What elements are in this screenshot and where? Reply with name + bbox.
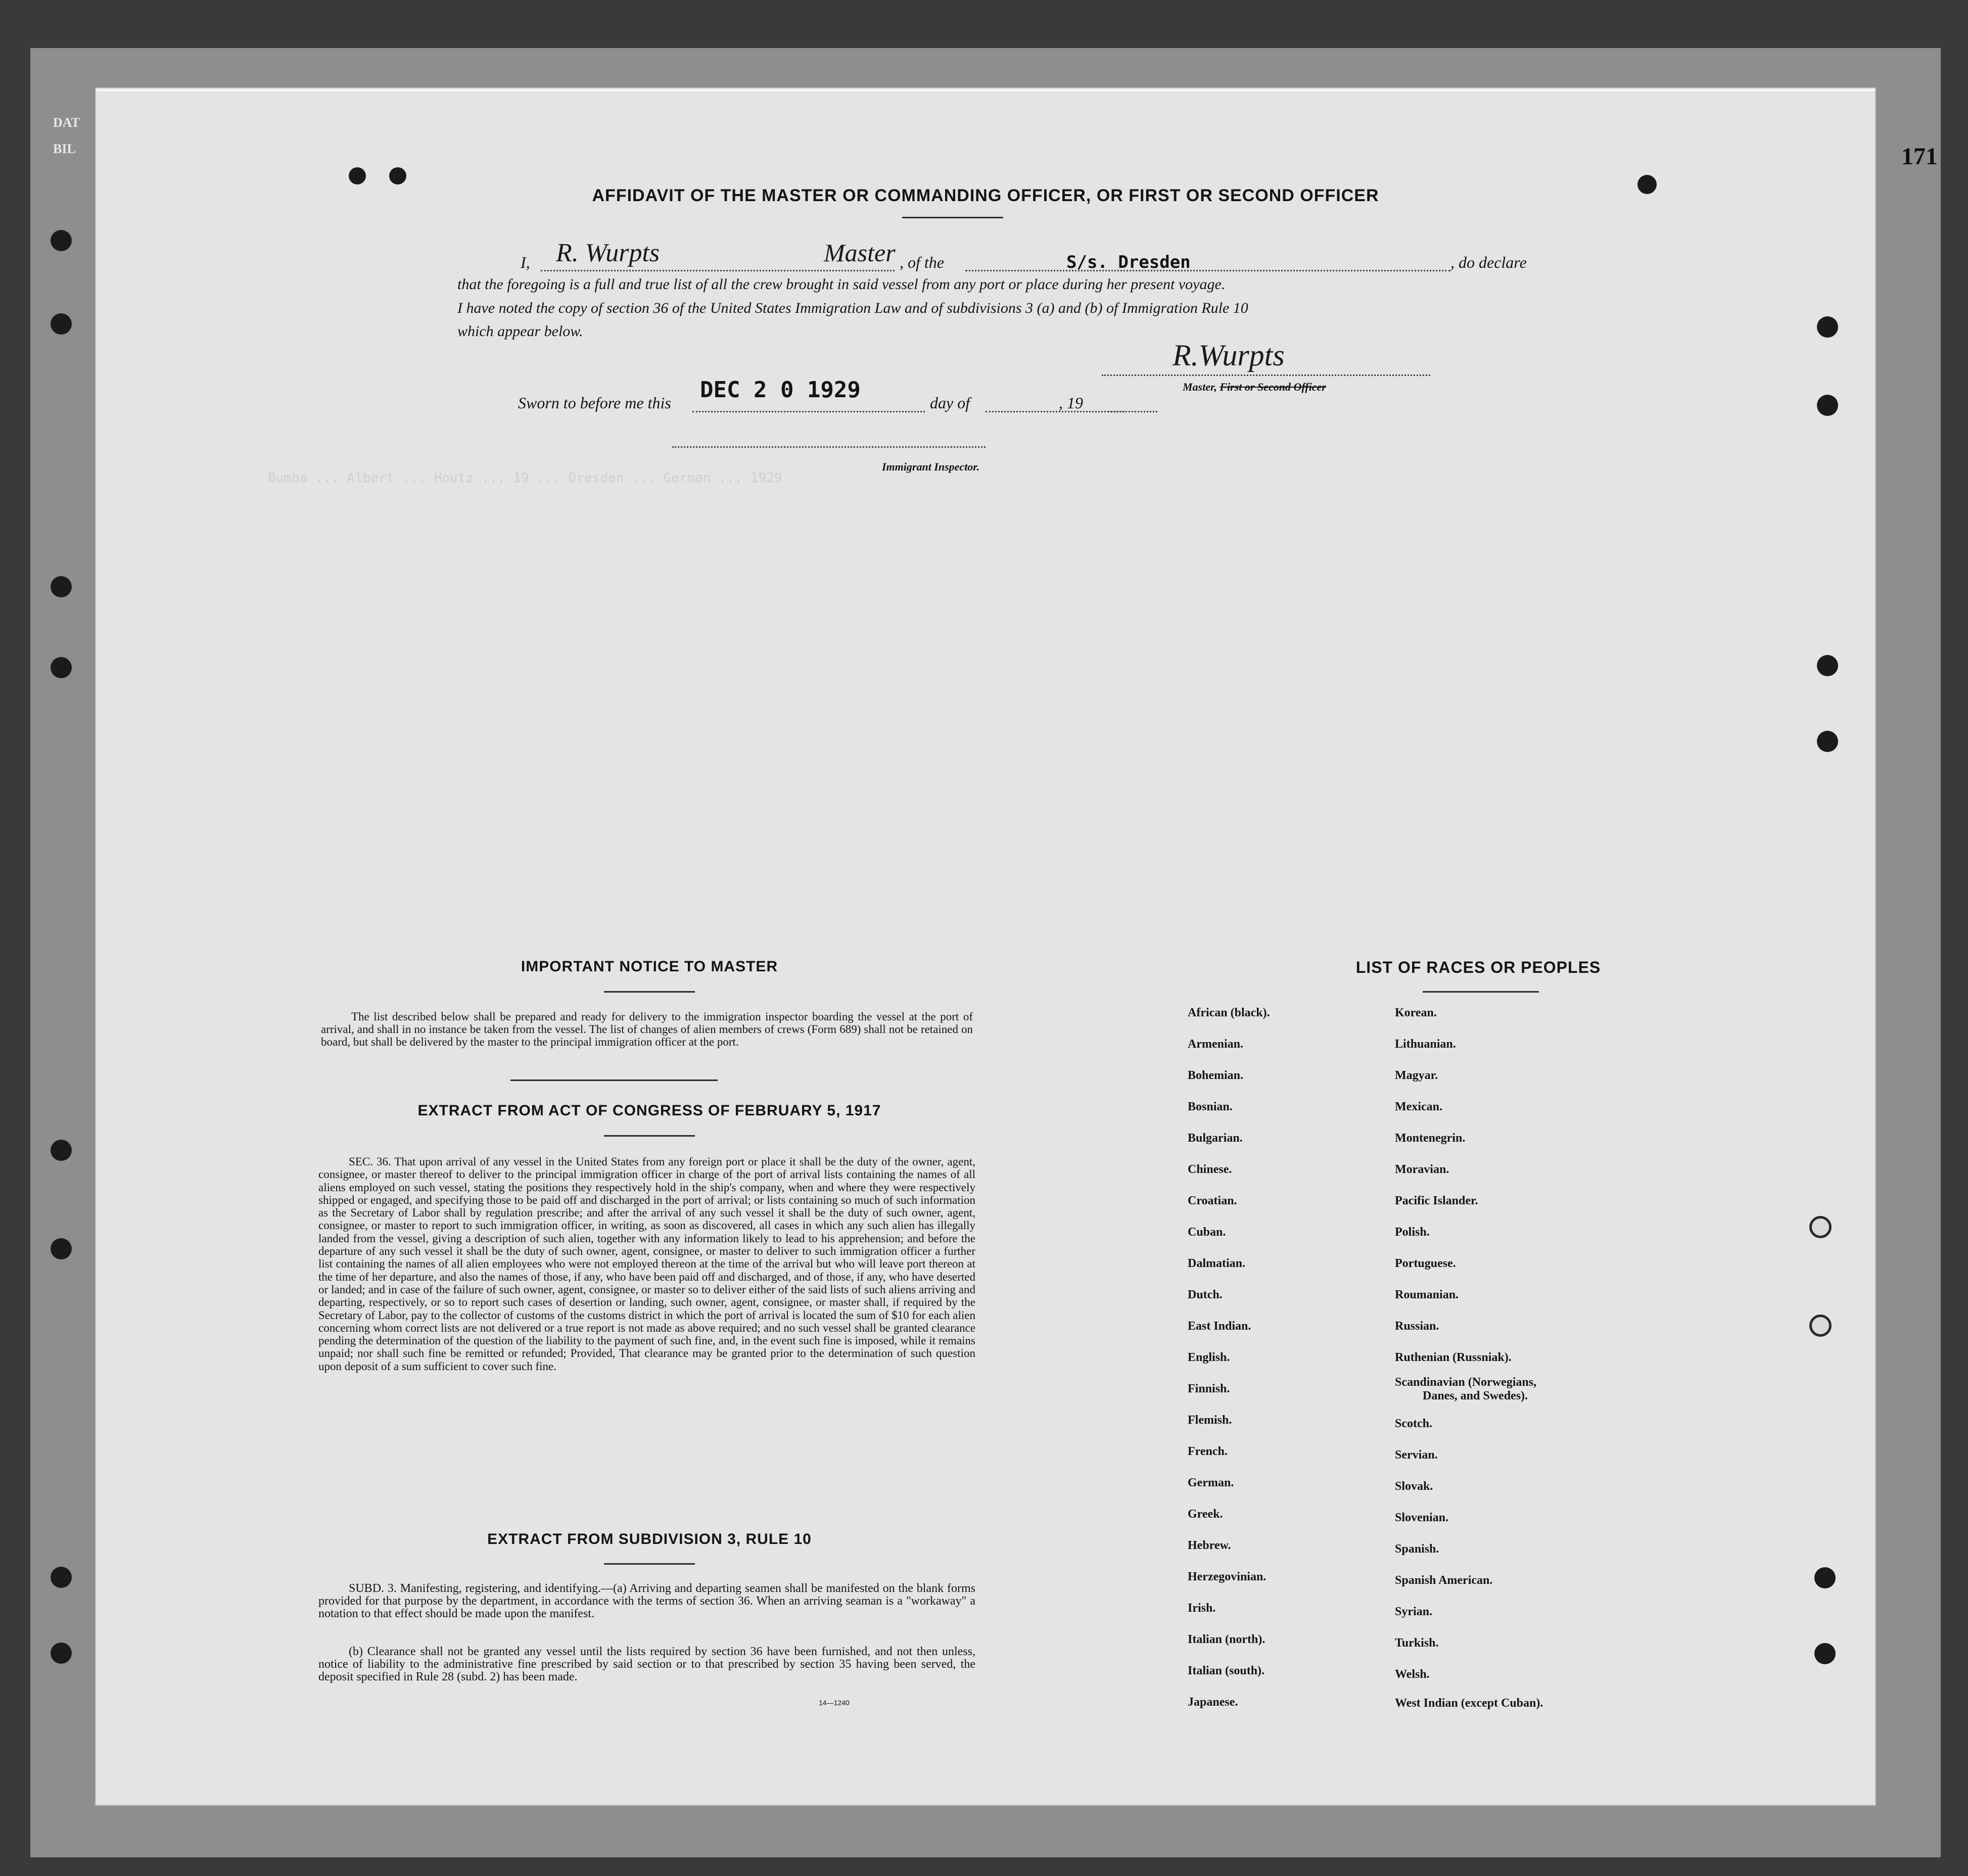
affidavit-line-2: that the foregoing is a full and true list of all the crew brought in said vessel from any port or place during her present voyage. xyxy=(457,276,1226,293)
sworn-date-line xyxy=(692,411,925,412)
race-left-10: East Indian. xyxy=(1188,1320,1251,1333)
divider xyxy=(902,217,1003,218)
race-left-21: Italian (south). xyxy=(1188,1664,1265,1677)
binder-hole xyxy=(51,1140,72,1161)
race-left-3: Bosnian. xyxy=(1188,1100,1233,1113)
race-left-12: Finnish. xyxy=(1188,1382,1230,1395)
punch-hole xyxy=(349,167,366,184)
race-right-19: Syrian. xyxy=(1395,1605,1433,1618)
race-right-12-cont: Danes, and Swedes). xyxy=(1423,1389,1528,1402)
race-left-1: Armenian. xyxy=(1188,1038,1243,1051)
signature-line xyxy=(1102,374,1430,376)
race-right-17: Spanish. xyxy=(1395,1542,1439,1556)
race-left-8: Dalmatian. xyxy=(1188,1257,1245,1270)
race-left-11: English. xyxy=(1188,1351,1230,1364)
rule-body-b: (b) Clearance shall not be granted any vessel until the lists required by section 36 have been furnished, and not then unless, notice of liability to the administrative fine prescribed by said section or to that prescribed by section 35 having been served, the deposit specified in Rule 28 (subd. 2) has been made. xyxy=(318,1645,975,1683)
binder-hole xyxy=(51,313,72,335)
race-right-4: Montenegrin. xyxy=(1395,1132,1466,1145)
race-left-7: Cuban. xyxy=(1188,1226,1226,1239)
race-right-15: Slovak. xyxy=(1395,1480,1433,1493)
race-left-17: Hebrew. xyxy=(1188,1539,1231,1552)
punch-hole xyxy=(389,167,406,184)
affidavit-line-4: which appear below. xyxy=(457,323,583,340)
race-right-5: Moravian. xyxy=(1395,1163,1449,1176)
race-left-0: African (black). xyxy=(1188,1006,1270,1019)
notice-body: The list described below shall be prepared and ready for delivery to the immigration inspector boarding the vessel at the port of arrival, and shall in no instance be taken from the vessel. The list of changes of alien members of crews (Form 689) shall not be retained on board, but shall be delivered by the master to the principal immigration officer at the port. xyxy=(321,1010,973,1048)
race-left-13: Flemish. xyxy=(1188,1414,1232,1427)
binder-hole xyxy=(51,1238,72,1259)
binder-hole xyxy=(51,1567,72,1588)
race-right-14: Servian. xyxy=(1395,1448,1438,1462)
punch-hole xyxy=(1814,1567,1836,1588)
race-right-11: Ruthenian (Russniak). xyxy=(1395,1351,1512,1364)
rule-body-a: SUBD. 3. Manifesting, registering, and identifying.—(a) Arriving and departing seamen shall be manifested on the blank forms provided for that purpose by the department, in accordance with the terms of section 36. When an arriving seaman is a "workaway" a notation to that effect should be made upon the manifest. xyxy=(318,1582,975,1620)
name-line xyxy=(541,270,895,271)
date-stamp: DEC 2 0 1929 xyxy=(700,377,861,403)
form-number: 14—1240 xyxy=(819,1699,850,1707)
race-right-12: Scandinavian (Norwegians, xyxy=(1395,1376,1537,1389)
race-left-20: Italian (north). xyxy=(1188,1633,1266,1646)
binder-hole xyxy=(51,230,72,251)
races-title: LIST OF RACES OR PEOPLES xyxy=(1355,958,1601,976)
affidavit-title: AFFIDAVIT OF THE MASTER OR COMMANDING OFFICER, OR FIRST OR SECOND OFFICER xyxy=(592,186,1379,205)
race-right-2: Magyar. xyxy=(1395,1069,1438,1082)
punch-hole xyxy=(1814,1643,1836,1664)
punch-hole xyxy=(1817,395,1838,416)
race-right-6: Pacific Islander. xyxy=(1395,1194,1478,1207)
year-line xyxy=(1104,411,1124,412)
race-right-0: Korean. xyxy=(1395,1006,1437,1019)
race-right-20: Turkish. xyxy=(1395,1636,1439,1650)
divider xyxy=(604,1563,695,1565)
signature: R.Wurpts xyxy=(1173,339,1285,372)
binder-hole xyxy=(51,657,72,678)
divider xyxy=(604,991,695,993)
divider xyxy=(604,1135,695,1137)
vessel-name: S/s. Dresden xyxy=(1066,252,1191,272)
act-body: SEC. 36. That upon arrival of any vessel in the United States from any foreign port or place it shall be the duty of the owner, agent, consignee, or master thereof to deliver to the principal immigration officer in charge of the port of arrival lists containing the names of all aliens employed on such vessel, stating the positions they respectively hold in the ship's company, when and where they were respectively shipped or engaged, and specifying those to be paid off and discharged in the port of arrival; or lists containing so much of such information as the Secretary of Labor shall by regulation prescribe; and after the arrival of any such vessel it shall be the duty of such owner, agent, consignee, or master to report to such immigration officer, in writing, as soon as discovered, all cases in which any such alien has illegally landed from the vessel, giving a description of such alien, together with any information likely to lead to his apprehension; and before the departure of any such vessel it shall be the duty of such owner, agent, consignee, or master to deliver to such immigration officer a further list containing the names of all alien employees who were not employed thereon at the time of the arrival but who will leave port thereon at the time of her departure, and also the names of those, if any, who have been paid off and discharged, and of those, if any, who have deserted or landed; and in case of the failure of such owner, agent, consignee, or master so to deliver either of the said lists of such aliens arriving and departing, respectively, or so to report such cases of desertion or landing, such owner, agent, consignee, or master shall, if required by the Secretary of Labor, pay to the collector of customs of the customs district in which the port of arrival is located the sum of $10 for each alien concerning whom correct lists are not delivered or a true report is not made as above required; and no such vessel shall be granted clearance pending the determination of the question of the liability to the payment of such fine, and, in the event such fine is imposed, while it remains unpaid; nor shall such fine be remitted or refunded; Provided, That clearance may be granted prior to the determination of such question upon deposit of a sum sufficient to cover such fine. xyxy=(318,1155,975,1373)
inspector-line xyxy=(672,446,986,448)
caption-struck: First or Second Officer xyxy=(1220,381,1326,393)
race-left-4: Bulgarian. xyxy=(1188,1132,1243,1145)
race-right-16: Slovenian. xyxy=(1395,1511,1449,1524)
race-right-1: Lithuanian. xyxy=(1395,1038,1456,1051)
punch-hole xyxy=(1809,1216,1832,1238)
race-right-10: Russian. xyxy=(1395,1320,1439,1333)
act-title: EXTRACT FROM ACT OF CONGRESS OF FEBRUARY 5, 1917 xyxy=(417,1102,881,1119)
sworn-label: Sworn to before me this xyxy=(518,394,671,412)
race-left-9: Dutch. xyxy=(1188,1288,1223,1301)
notice-title: IMPORTANT NOTICE TO MASTER xyxy=(521,958,778,975)
rule-title: EXTRACT FROM SUBDIVISION 3, RULE 10 xyxy=(487,1531,812,1547)
year-prefix: , 19 xyxy=(1059,394,1083,412)
affidavit-page xyxy=(96,88,1875,1805)
page-number: 171 xyxy=(1901,143,1938,170)
punch-hole xyxy=(1817,731,1838,752)
race-left-14: French. xyxy=(1188,1445,1228,1458)
inspector-caption: Immigrant Inspector. xyxy=(882,460,980,473)
of-the-label: , of the xyxy=(900,253,944,271)
race-right-9: Roumanian. xyxy=(1395,1288,1459,1301)
affidavit-line-3: I have noted the copy of section 36 of the United States Immigration Law and of subdivisions 3 (a) and (b) of Immigration Rule 10 xyxy=(457,300,1248,316)
master-name: R. Wurpts xyxy=(556,239,660,267)
punch-hole xyxy=(1817,316,1838,338)
race-right-18: Spanish American. xyxy=(1395,1574,1493,1587)
race-right-21: Welsh. xyxy=(1395,1668,1430,1681)
bleed-through-text: Bumba ... Albert ... Houtz ... 19 ... Dresden ... German ... 1929 xyxy=(268,471,782,486)
race-left-2: Bohemian. xyxy=(1188,1069,1244,1082)
binder-hole xyxy=(51,576,72,597)
day-of-label: day of xyxy=(930,394,970,412)
race-right-13: Scotch. xyxy=(1395,1417,1432,1430)
divider xyxy=(1423,991,1539,993)
binder-hole xyxy=(51,1643,72,1664)
race-right-3: Mexican. xyxy=(1395,1100,1442,1113)
i-label: I, xyxy=(521,253,530,271)
race-left-18: Herzegovinian. xyxy=(1188,1570,1267,1583)
vessel-line xyxy=(965,270,1450,271)
do-declare-label: , do declare xyxy=(1450,253,1527,271)
rank: Master xyxy=(824,239,896,267)
race-left-19: Irish. xyxy=(1188,1602,1216,1615)
race-left-15: German. xyxy=(1188,1476,1234,1489)
race-right-8: Portuguese. xyxy=(1395,1257,1456,1270)
race-left-16: Greek. xyxy=(1188,1508,1223,1521)
race-left-22: Japanese. xyxy=(1188,1696,1238,1709)
signature-caption xyxy=(1183,381,1326,394)
divider xyxy=(510,1080,718,1081)
race-right-22: West Indian (except Cuban). xyxy=(1395,1697,1543,1710)
edge-label-top: DAT xyxy=(53,115,80,130)
race-right-7: Polish. xyxy=(1395,1226,1430,1239)
edge-label-bottom: BIL xyxy=(53,142,76,156)
race-left-6: Croatian. xyxy=(1188,1194,1237,1207)
caption-master: Master, xyxy=(1183,381,1217,393)
race-left-5: Chinese. xyxy=(1188,1163,1232,1176)
punch-hole xyxy=(1809,1315,1832,1337)
punch-hole xyxy=(1817,655,1838,676)
